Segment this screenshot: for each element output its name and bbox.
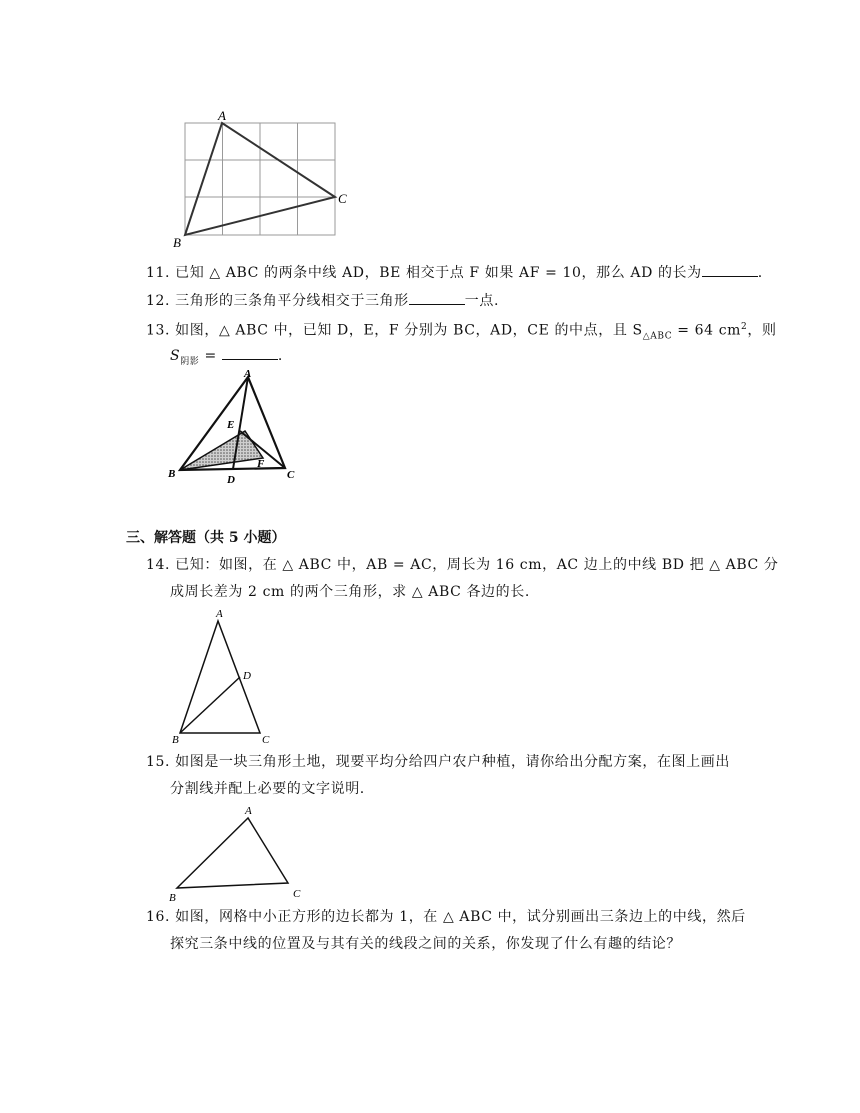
grid xyxy=(185,123,335,235)
question-number: 14. xyxy=(146,557,171,573)
answer-blank[interactable] xyxy=(409,290,465,305)
label-b: B xyxy=(169,892,176,904)
question-number: 12. xyxy=(146,293,171,309)
label-a: A xyxy=(244,368,252,380)
label-f: F xyxy=(257,458,265,470)
section-title: 三、解答题（共 5 小题） xyxy=(126,530,286,546)
question-text: 如图是一块三角形土地，现要平均分给四户农户种植，请你给出分配方案，在图上画出 xyxy=(175,754,730,770)
label-b: B xyxy=(168,468,176,480)
question-text: 如图，网格中小正方形的边长都为 1，在 △ ABC 中，试分别画出三条边上的中线，然后 xyxy=(175,909,746,925)
question-text: 已知 △ ABC 的两条中线 AD，BE 相交于点 F 如果 AF = 10，那么 AD 的长为 xyxy=(175,265,702,281)
label-b: B xyxy=(172,734,179,745)
question-number: 16. xyxy=(146,909,171,925)
question-15-line2: 分割线并配上必要的文字说明. xyxy=(170,781,365,797)
q14-figure xyxy=(160,605,280,745)
label-a: A xyxy=(245,805,252,817)
label-b: B xyxy=(173,235,181,250)
answer-blank[interactable] xyxy=(702,262,758,277)
label-d: D xyxy=(243,670,251,682)
q15-figure xyxy=(160,800,320,910)
label-c: C xyxy=(338,191,347,206)
question-text: 如图，△ ABC 中，已知 D，E，F 分别为 BC，AD，CE 的中点，且 S xyxy=(175,322,643,339)
q13-figure xyxy=(160,365,310,490)
label-e: E xyxy=(227,419,235,431)
question-number: 13. xyxy=(146,322,171,339)
label-d: D xyxy=(227,474,235,486)
label-a: A xyxy=(218,108,226,123)
triangle-abc xyxy=(177,818,288,888)
question-14-line2: 成周长差为 2 cm 的两个三角形，求 △ ABC 各边的长. xyxy=(170,584,530,600)
answer-blank[interactable] xyxy=(222,345,278,360)
question-13-line2: $S_{阴影}$ = . xyxy=(170,345,283,372)
question-16-line2: 探究三条中线的位置及与其有关的线段之间的关系，你发现了什么有趣的结论？ xyxy=(170,936,681,952)
question-14 xyxy=(146,555,778,575)
question-12: 12. 三角形的三条角平分线相交于三角形 一点. xyxy=(146,290,499,311)
question-16 xyxy=(146,907,746,927)
shaded-region xyxy=(180,431,263,470)
question-number: 15. xyxy=(146,754,171,770)
label-c: C xyxy=(293,888,301,900)
question-text: 已知：如图，在 △ ABC 中，AB = AC，周长为 16 cm，AC 边上的中线 BD 把 △ ABC 分 xyxy=(175,557,779,573)
question-text: 三角形的三条角平分线相交于三角形 xyxy=(175,293,409,309)
question-13: 13. 如图，△ ABC 中，已知 D，E，F 分别为 BC，AD，CE 的中点，且 $S_{\triangle ABC} = 64$ $cm^2$，则 xyxy=(146,322,777,342)
q11-grid-figure xyxy=(160,100,360,260)
label-c: C xyxy=(287,469,295,481)
label-c: C xyxy=(262,734,270,745)
question-15 xyxy=(146,752,730,772)
question-number: 11. xyxy=(146,265,171,281)
question-11: 11. 已知 △ ABC 的两条中线 AD，BE 相交于点 F 如果 AF = 10，那么 AD 的长为 . xyxy=(146,262,763,283)
label-a: A xyxy=(216,608,223,620)
